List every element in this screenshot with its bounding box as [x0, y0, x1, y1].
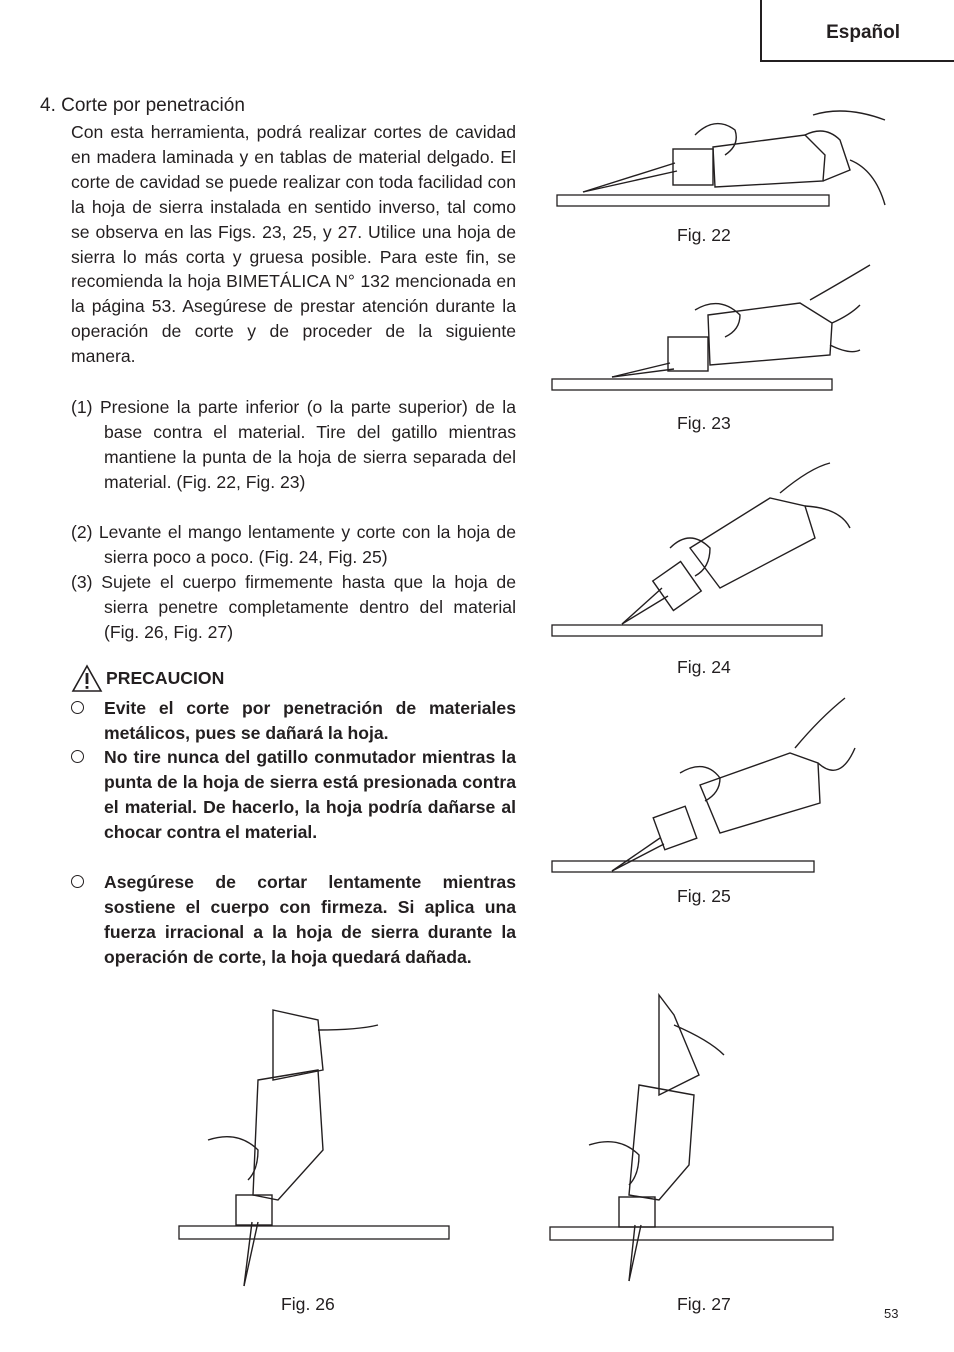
- figure-27-caption: Fig. 27: [677, 1294, 731, 1314]
- warning-triangle-icon: [72, 665, 102, 692]
- figure-22-caption: Fig. 22: [677, 225, 731, 245]
- step-1: (1) Presione la parte inferior (o la parte superior) de la base contra el material. Tire del gatillo mientras mantiene la punta de la hoja de sierra separada del material. (Fig. 22, Fig. 23): [71, 397, 516, 492]
- language-label: Español: [826, 22, 900, 43]
- bullet-circle-icon: [71, 701, 84, 714]
- caution-title: PRECAUCION: [106, 668, 225, 688]
- intro-paragraph: Con esta herramienta, podrá realizar cortes de cavidad en madera laminada y en tablas de material delgado. El corte de cavidad se puede realizar con toda facilidad con la hoja de sierra instalada en sentido inverso, tal como se observa en las Figs. 23, 25, y 27. Utilice una hoja de sierra lo más corta y gruesa posible. Para este fin, se recomienda la hoja BIMETÁLICA N° 132 mencionada en la página 53. Asegúrese de prestar atención durante la operación de corte y de proceder de la siguiente manera.: [71, 122, 516, 367]
- caution-item: Asegúrese de cortar lentamente mientras sostiene el cuerpo con firmeza. Si aplica una fuerza irracional a la hoja de sierra durante la operación de corte, la hoja quedará dañada.: [71, 870, 516, 970]
- caution-item: No tire nunca del gatillo conmutador mientras la punta de la hoja de sierra está presionada contra el material. De hacerlo, la hoja podría dañarse al chocar contra el material.: [71, 745, 516, 845]
- figure-23-illustration: [550, 255, 890, 395]
- figure-24-caption: Fig. 24: [677, 657, 731, 677]
- figure-23-caption: Fig. 23: [677, 413, 731, 433]
- page-number: 53: [884, 1306, 899, 1321]
- figure-26-illustration: [178, 1000, 458, 1290]
- bullet-circle-icon: [71, 875, 84, 888]
- section-title: 4. Corte por penetración: [40, 95, 245, 116]
- bullet-circle-icon: [71, 750, 84, 763]
- figure-27-illustration: [549, 985, 834, 1285]
- figure-26-caption: Fig. 26: [281, 1294, 335, 1314]
- figure-24-illustration: [550, 458, 870, 643]
- step-3: (3) Sujete el cuerpo firmemente hasta que la hoja de sierra penetre completamente dentro del material (Fig. 26, Fig. 27): [71, 572, 516, 642]
- figure-25-caption: Fig. 25: [677, 886, 731, 906]
- figure-22-illustration: [555, 95, 895, 215]
- language-tab: [760, 0, 954, 62]
- caution-heading: [72, 665, 224, 692]
- figure-25-illustration: [550, 693, 870, 878]
- caution-item: Evite el corte por penetración de materiales metálicos, pues se dañará la hoja.: [71, 696, 516, 746]
- step-2: (2) Levante el mango lentamente y corte con la hoja de sierra poco a poco. (Fig. 24, Fig. 25): [71, 522, 516, 567]
